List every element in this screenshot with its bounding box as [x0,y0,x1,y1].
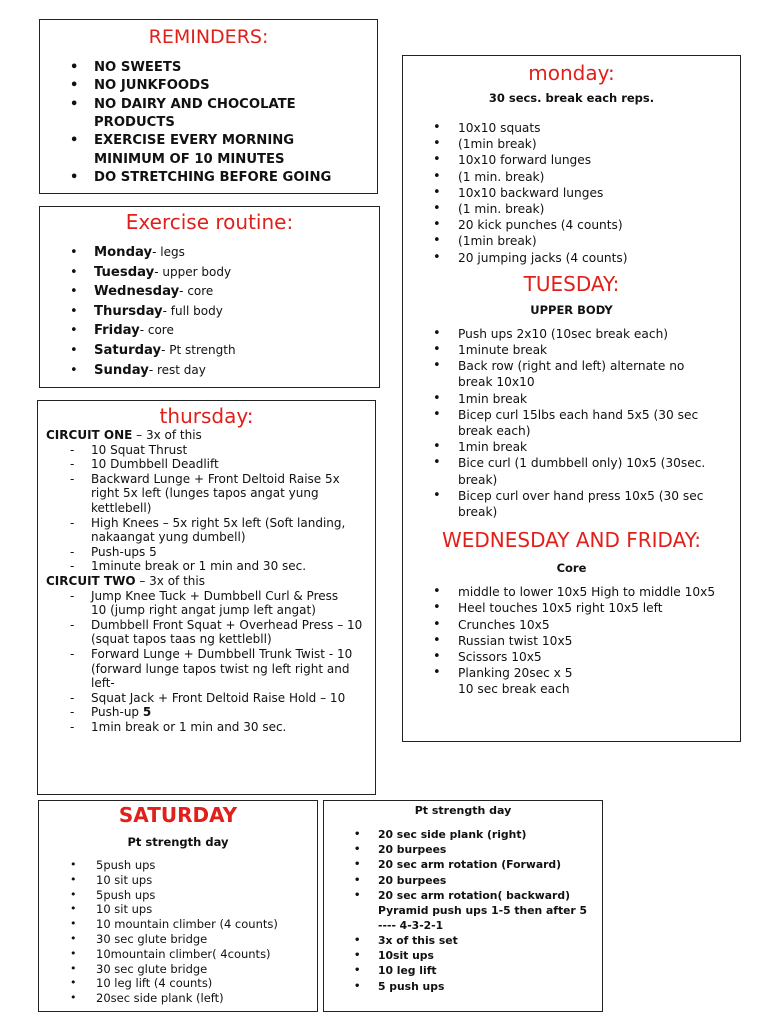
monday-title: monday: [528,61,615,85]
tuesday-list [403,326,740,520]
list-item: • 10 sit ups [39,873,317,888]
list-item: • 20 sec arm rotation (Forward) [324,857,602,872]
list-item: • Bice curl (1 dumbbell only) 10x5 (30sec. break) [403,455,740,487]
list-item: - Forward Lunge + Dumbbell Trunk Twist - 10 (forward lunge tapos twist ng left right and left- [38,647,375,691]
wedfri-extra: 10 sec break each [458,682,570,697]
day-name: Friday [94,323,140,339]
list-item: • (1min break) [403,136,740,152]
wedfri-list [403,584,740,681]
pt-list-2 [324,933,602,994]
list-item: • NO DAIRY AND CHOCOLATE PRODUCTS [40,96,377,133]
circuit-one-heading [38,428,375,443]
list-item: - 1min break or 1 min and 30 sec. [38,720,375,735]
pushup-count: 5 [142,705,152,720]
list-item: - Backward Lunge + Front Deltoid Raise 5x right 5x left (lunges tapos angat yung kettlebell) [38,472,375,516]
list-item: • NO JUNKFOODS [40,77,377,95]
circuit-two-heading [38,574,375,589]
list-item: • Bicep curl over hand press 10x5 (30 sec break) [403,488,740,520]
list-item: - Push-ups 5 [38,545,375,560]
routine-list [40,243,379,380]
list-item [40,341,379,361]
thursday-title: thursday: [159,404,254,428]
day-name: Thursday [94,303,163,319]
list-item: • Bicep curl 15lbs each hand 5x5 (30 sec break each) [403,407,740,439]
pushup-label: Push-up [91,705,143,720]
list-item: - 1minute break or 1 min and 30 sec. [38,559,375,574]
reminders-box [39,19,378,194]
day-name: Wednesday [94,284,180,300]
list-item [40,243,379,263]
wedfri-subtitle: Core [556,561,587,576]
list-item: • DO STRETCHING BEFORE GOING [40,169,377,187]
monday-subtitle: 30 secs. break each reps. [488,91,655,105]
list-item [40,302,379,322]
list-item: • 10mountain climber( 4counts) [39,947,317,962]
routine-box [39,206,380,388]
list-item: • 20 jumping jacks (4 counts) [403,250,740,266]
circuit-one-list [38,443,375,574]
circuit-one-label: CIRCUIT ONE [46,428,133,442]
list-item: • 20 kick punches (4 counts) [403,217,740,233]
list-item: • Back row (right and left) alternate no break 10x10 [403,358,740,390]
pt-strength-box [323,800,603,1012]
list-item: • 20 sec side plank (right) [324,827,602,842]
list-item: - 10 Dumbbell Deadlift [38,457,375,472]
routine-title: Exercise routine: [125,210,294,234]
list-item: • 5push ups [39,858,317,873]
circuit-one-note: – 3x of this [132,428,202,442]
list-item: - Dumbbell Front Squat + Overhead Press – 10 (squat tapos taas ng kettlebll) [38,618,375,647]
day-desc: - full body [162,303,223,318]
list-item: • Planking 20sec x 5 [403,665,740,681]
pt-pyramid: Pyramid push ups 1-5 then after 5 ---- 4-3-2-1 [378,904,588,933]
list-item: • 20 burpees [324,842,602,857]
wedfri-title: WEDNESDAY AND FRIDAY: [441,528,702,553]
list-item: • Push ups 2x10 (10sec break each) [403,326,740,342]
list-item [40,263,379,283]
list-item: • 3x of this set [324,933,602,948]
list-item: • 20sec side plank (left) [39,991,317,1006]
list-item: • 5 push ups [324,979,602,994]
day-name: Tuesday [94,264,155,280]
list-item: - High Knees – 5x right 5x left (Soft landing, nakaangat yung dumbell) [38,516,375,545]
list-item: • 10 sit ups [39,902,317,917]
list-item: • 10sit ups [324,948,602,963]
list-item: • 10 leg lift [324,963,602,978]
list-item: • Russian twist 10x5 [403,633,740,649]
list-item [40,282,379,302]
list-item [40,361,379,381]
list-item: • (1 min. break) [403,201,740,217]
list-item [38,705,375,720]
list-item: - Jump Knee Tuck + Dumbbell Curl & Press 10 (jump right angat jump left angat) [38,589,375,618]
list-item: • 30 sec glute bridge [39,962,317,977]
weekday-box [402,55,741,742]
list-item [40,321,379,341]
list-item: • middle to lower 10x5 High to middle 10x5 [403,584,740,600]
list-item: • 30 sec glute bridge [39,932,317,947]
day-desc: - core [179,284,214,299]
day-desc: - core [139,323,174,338]
list-item: • 20 sec arm rotation( backward) [324,888,602,903]
list-item: • 10x10 squats [403,120,740,136]
list-item: • 10 leg lift (4 counts) [39,976,317,991]
saturday-title: SATURDAY [118,803,238,827]
list-item: • 10x10 backward lunges [403,185,740,201]
circuit-two-label: CIRCUIT TWO [46,573,136,588]
list-item: • (1 min. break) [403,169,740,185]
list-item: • EXERCISE EVERY MORNING MINIMUM OF 10 MINUTES [40,132,377,169]
list-item: • 1min break [403,439,740,455]
list-item: • Heel touches 10x5 right 10x5 left [403,600,740,616]
list-item: • 10x10 forward lunges [403,152,740,168]
list-item: - Squat Jack + Front Deltoid Raise Hold – 10 [38,691,375,706]
circuit-two-list [38,589,375,735]
pt-list [324,827,602,903]
tuesday-title: TUESDAY: [523,271,620,296]
list-item: - 10 Squat Thrust [38,443,375,458]
saturday-list [39,858,317,1006]
list-item: • (1min break) [403,233,740,249]
monday-list [403,120,740,266]
list-item: • Crunches 10x5 [403,617,740,633]
day-name: Saturday [94,342,162,358]
list-item: • NO SWEETS [40,59,377,77]
reminders-title: REMINDERS: [148,26,269,48]
thursday-box [37,400,376,795]
day-desc: - legs [152,245,185,259]
day-name: Monday [94,245,153,260]
list-item: • 1min break [403,391,740,407]
list-item: • 20 burpees [324,873,602,888]
tuesday-subtitle: UPPER BODY [530,302,613,317]
day-desc: - upper body [154,264,232,279]
day-desc: - rest day [148,362,206,377]
list-item: • 1minute break [403,342,740,358]
list-item: • 5push ups [39,888,317,903]
pt-title: Pt strength day [414,804,512,817]
day-desc: - Pt strength [161,342,236,357]
saturday-box [38,800,318,1012]
circuit-two-note: – 3x of this [135,573,205,588]
reminders-list [40,59,377,188]
list-item: • 10 mountain climber (4 counts) [39,917,317,932]
saturday-subtitle: Pt strength day [127,835,229,849]
day-name: Sunday [94,362,149,378]
list-item: • Scissors 10x5 [403,649,740,665]
